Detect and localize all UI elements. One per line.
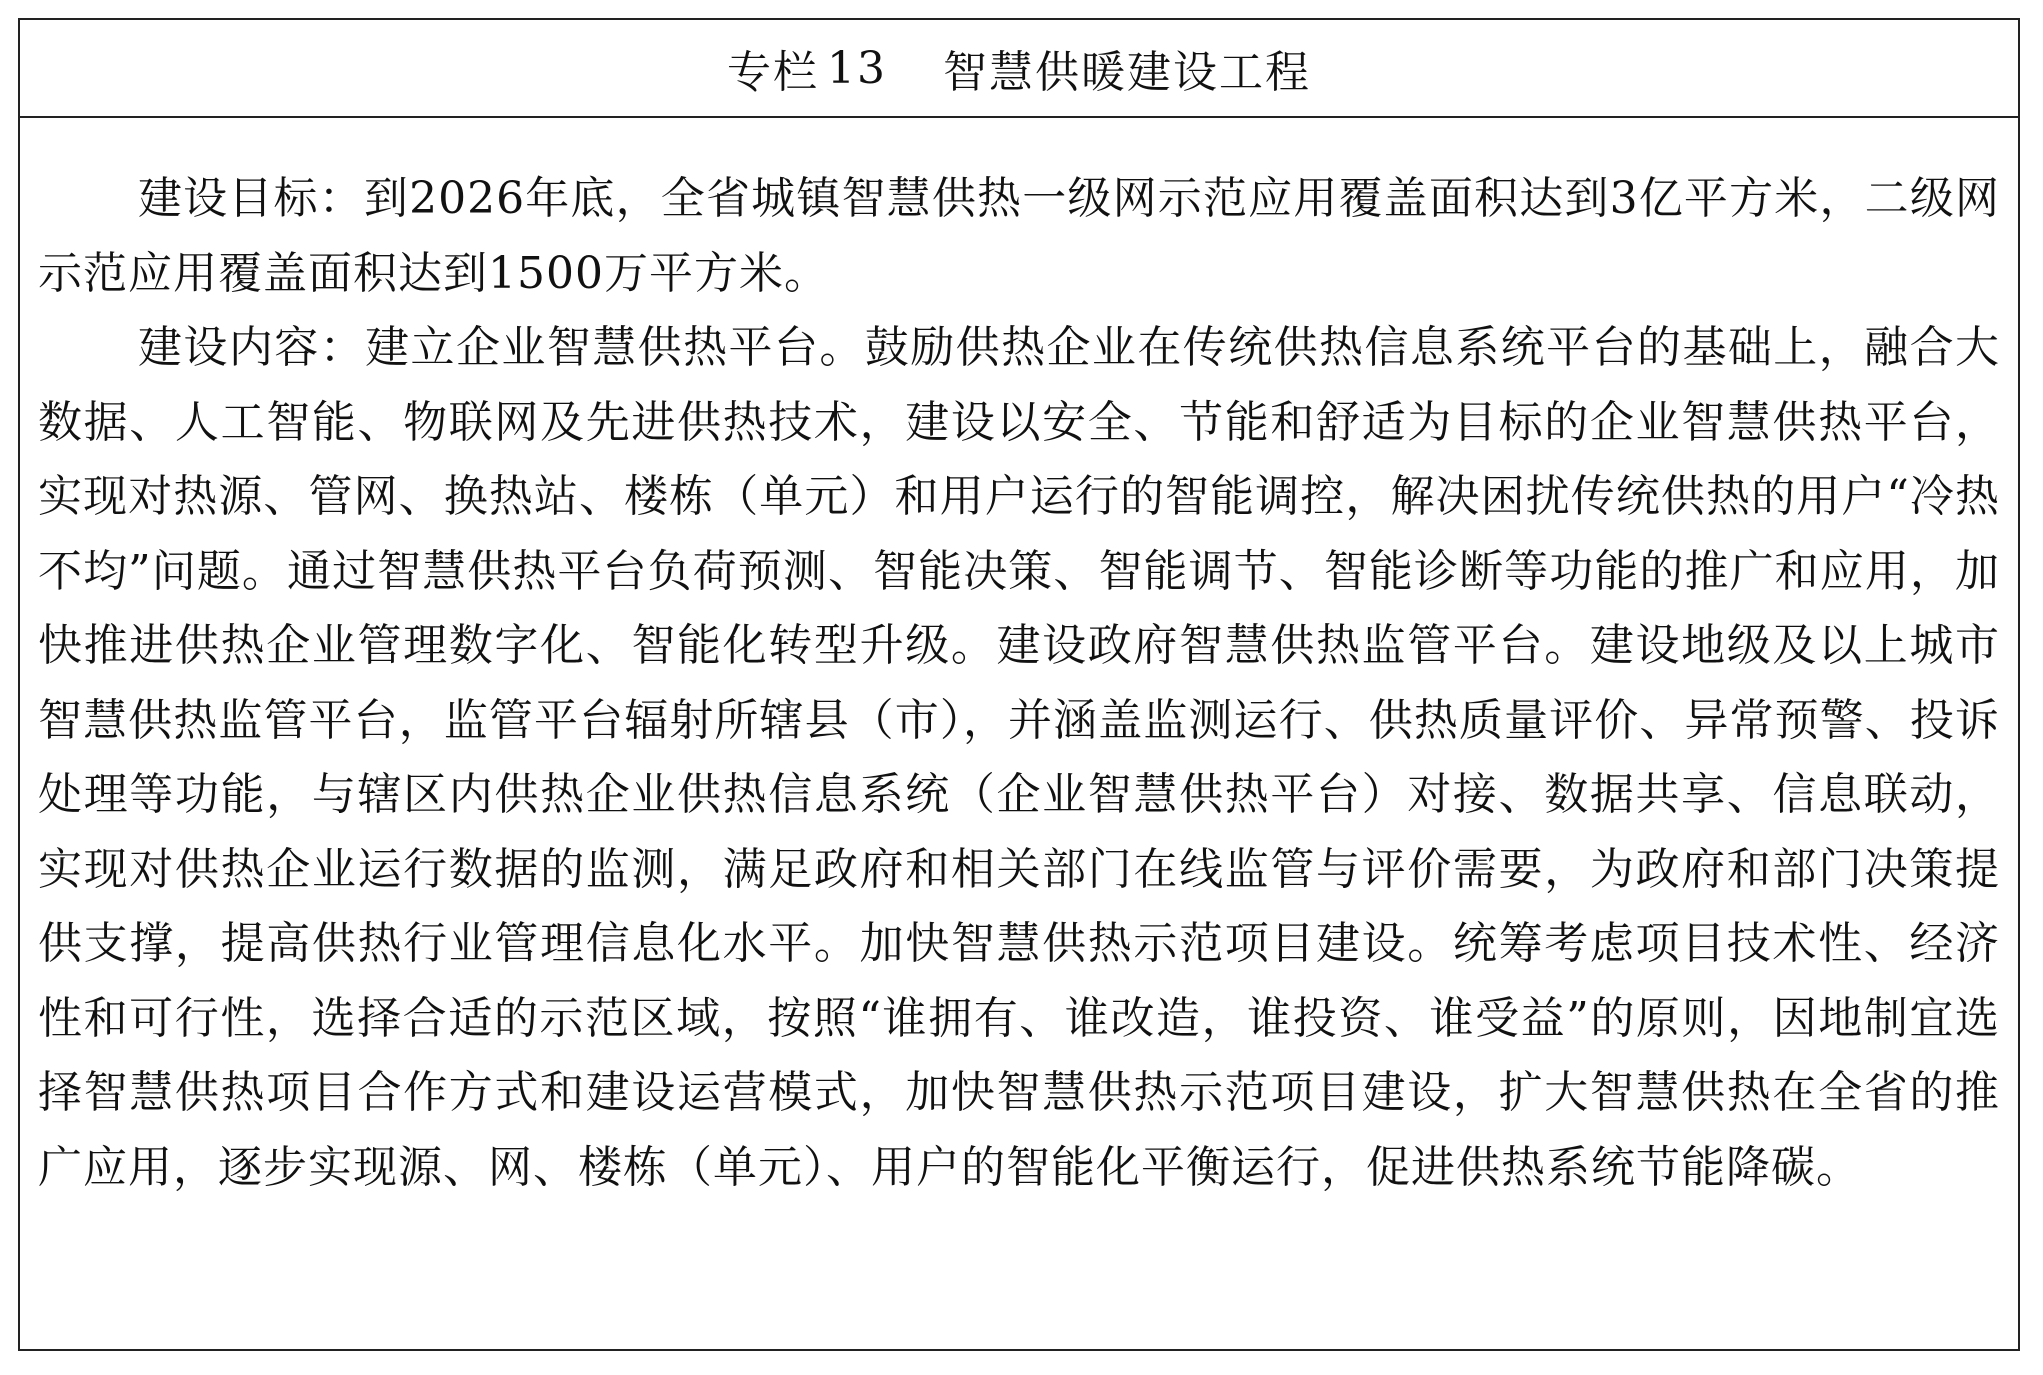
paragraph-content: 建设内容：建立企业智慧供热平台。鼓励供热企业在传统供热信息系统平台的基础上，融合大数据、人工智能、物联网及先进供热技术，建设以安全、节能和舒适为目标的企业智慧供热平台，实现对热源、管网、换热站、楼栋（单元）和用户运行的智能调控，解决困扰传统供热的用户“冷热不均”问题。通过智慧供热平台负荷预测、智能决策、智能调节、智能诊断等功能的推广和应用，加快推进供热企业管理数字化、智能化转型升级。建设政府智慧供热监管平台。建设地级及以上城市智慧供热监管平台，监管平台辐射所辖县（市），并涵盖监测运行、供热质量评价、异常预警、投诉处理等功能，与辖区内供热企业供热信息系统（企业智慧供热平台）对接、数据共享、信息联动，实现对供热企业运行数据的监测，满足政府和相关部门在线监管与评价需要，为政府和部门决策提供支撑，提高供热行业管理信息化水平。加快智慧供热示范项目建设。统筹考虑项目技术性、经济性和可行性，选择合适的示范区域，按照“谁拥有、谁改造，谁投资、谁受益”的原则，因地制宜选择智慧供热项目合作方式和建设运营模式，加快智慧供热示范项目建设，扩大智慧供热在全省的推广应用，逐步实现源、网、楼栋（单元）、用户的智能化平衡运行，促进供热系统节能降碳。	[38, 322, 2000, 1193]
column-number: 13	[827, 42, 887, 94]
column-label: 专栏	[727, 47, 819, 98]
paragraph-goal: 建设目标：到2026年底，全省城镇智慧供热一级网示范应用覆盖面积达到3亿平方米，二级网示范应用覆盖面积达到1500万平方米。	[38, 173, 2000, 299]
column-box	[18, 18, 2020, 1351]
column-title: 智慧供暖建设工程	[943, 47, 1311, 98]
column-body	[20, 118, 2018, 1205]
column-header	[20, 20, 2018, 118]
